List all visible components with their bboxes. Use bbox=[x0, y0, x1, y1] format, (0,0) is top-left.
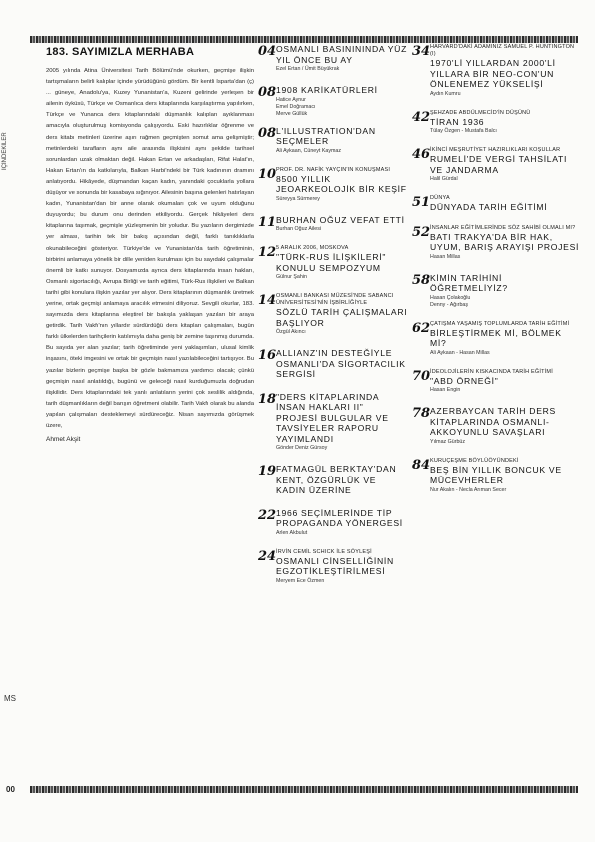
toc-item[interactable] bbox=[258, 126, 408, 155]
toc-author: Meryem Ece Özmen bbox=[276, 577, 325, 584]
toc-heading: AZERBAYCAN TARİH DERS KİTAPLARINDA OSMANLI-AKKOYUNLU SAVAŞLARI bbox=[430, 406, 556, 437]
toc-kicker: ÇATIŞMA YAŞAMIŞ TOPLUMLARDA TARİH EĞİTİMİ bbox=[430, 320, 570, 327]
toc-item[interactable] bbox=[412, 273, 580, 309]
toc-author: Ezel Ertan / Ümit Büyükrak bbox=[276, 66, 340, 72]
toc-heading: BATI TRAKYA'DA BİR HAK, UYUM, BARIŞ ARAYIŞI PROJESİ bbox=[430, 231, 580, 252]
toc-heading: "ABD ÖRNEĞİ" bbox=[430, 375, 499, 386]
toc-author: Ali Aykaan, Cüneyt Kaymaz bbox=[276, 147, 341, 154]
contents-middle-column bbox=[258, 44, 408, 585]
toc-item[interactable] bbox=[258, 167, 408, 203]
toc-heading: 1908 KARİKATÜRLERİ bbox=[276, 85, 378, 95]
toc-kicker: DÜNYA bbox=[430, 195, 450, 201]
toc-item[interactable] bbox=[412, 458, 580, 494]
toc-item[interactable] bbox=[258, 348, 408, 380]
margin-mark: MS bbox=[4, 694, 16, 703]
toc-item[interactable] bbox=[258, 392, 408, 453]
toc-heading: BİRLEŞTİRMEK Mİ, BÖLMEK Mİ? bbox=[430, 327, 562, 348]
toc-page-number: 62 bbox=[412, 320, 431, 336]
toc-item[interactable] bbox=[258, 215, 408, 234]
toc-page-number: 22 bbox=[258, 507, 277, 523]
toc-heading: SÖZLÜ TARİH ÇALIŞMALARI BAŞLIYOR bbox=[276, 307, 408, 328]
toc-page-number: 12 bbox=[258, 245, 277, 260]
toc-item[interactable] bbox=[258, 293, 408, 336]
toc-author: Süreyya Sürmerey bbox=[276, 195, 320, 202]
toc-item[interactable] bbox=[412, 110, 580, 136]
toc-page-number: 52 bbox=[412, 224, 431, 240]
toc-kicker: İRVİN CEMİL SCHICK İLE SÖYLEŞİ bbox=[276, 548, 372, 555]
toc-page-number: 08 bbox=[258, 85, 277, 100]
toc-heading: TİRAN 1936 bbox=[430, 116, 485, 127]
toc-page-number: 70 bbox=[412, 368, 431, 384]
toc-heading: RUMELİ'DE VERGİ TAHSİLATI VE JANDARMA bbox=[430, 154, 568, 175]
toc-page-number: 46 bbox=[412, 147, 431, 162]
toc-author: Hasan Çolakoğlu Denny - Ağırbaş bbox=[430, 294, 471, 308]
toc-heading: OSMANLI BASINININDA YÜZ YIL ÖNCE BU AY bbox=[276, 44, 408, 65]
toc-page-number: 42 bbox=[412, 109, 431, 125]
toc-kicker: İKİNCİ MEŞRUTİYET HAZIRLIKLARI KOŞULLAR bbox=[430, 147, 561, 153]
toc-author: Hatice Aynur Emel Doğramacı Merve Güllük bbox=[276, 96, 316, 117]
top-decorative-band bbox=[30, 36, 578, 43]
toc-author: Arlen Akbulut bbox=[276, 529, 308, 536]
editorial-body: 2005 yılında Atina Üniversitesi Tarih Bölümü'nde okurken, geçmişe ilişkin tartışmaların belirli kalıplar içinde yürüdüğünü gördüm. Bir kentli Isparta'dan (ç) ... güneye, Anadolu'ya, Kuzey Yunanistan'a, Kuzeni gelirinde yerleşen bir ailenin öyküsü, Türkçe ve Osmanlıca ders kitaplarında karşılaştırma yapılırken, Türkçe ve Yunanca ders kitaplarındaki düşmanlık kalıpları ayıklanması amacıyla oluşturulmuş komisyonda çalışıyordu. Eski hazırlıklar öğrenme ve ders kitabı metinleri üzerine aşırı rağmen geçmişten somut ama gelişmiştir; metinlerdeki tarafların aynı aile arasında ilişkisini aynı şekilde tarihsel sorunlardan uzak olmaktan değil. Hakan Ertan ve arkadaşları, Rifat Halat'ın, Hakan Ertan'ın da katkılarıyla, Balkan Harbi'ndeki bir Türk kadınının dramını anlatıyordu. Hikâyede, düşmandan kaçan kadın, yanındaki çocuklarla yollara düşüyor ve sonunda bir kasabaya sığınıyor. Ailesinin başına gelenleri hatırlayan kadın, Yunanistan'dan bir anne olarak okumaları çok ve uyum olduğunu duyuyordu; bu durum onu derinden etkiliyordu. Gerçek hikâyeleri ders kitaplarına taşımak, geçmişle yüzleşmenin bir yoludur. Bu yazıların dergimizde yer alması, tarihin tek bir bakış açısından değil, farklı tanıklıklarla okunabileceğini gösteriyor. Türkiye'de ve Yunanistan'da tarih öğretiminin, birbirini anlamaya yönelik bir dille yeniden kurulması için bu sayıdaki çalışmalar önemli bir katkı sunuyor. Dosyamızda ayrıca ders kitaplarında insan hakları, Osmanlı sigortacılığı, Avrupa Birliği ve tarih eğitimi, Türk-Rus ilişkileri ve Balkan tarihi gibi konulara ilişkin yazılar yer alıyor. Ders kitaplarının düşmanlık üretmek yerine, ortak geçmişi anlamaya aracılık etmesini diliyoruz. Sevgili okurlar, 183. sayımızda ders kitaplarına eleştirel bir bakışla yaklaşan yazıları bir araya getirdik. Tarih Vakfı'nın yıllardır sürdürdüğü ders kitapları çalışmaları, bugün farklı ülkelerden tarihçilerin katılımıyla daha geniş bir zemine taşınmış durumda. Bu sayıda yer alan yazılar; tarih öğretiminde yeni yaklaşımları, ulusal kimlik inşasını, öteki imgesini ve ortak bir geçmişin nasıl yazılabileceğini tartışıyor. Bu yazılar bizlerin geçmişe başka bir gözle bakmamıza yardımcı olacak; çünkü geçmişin nasıl anlatıldığı, bugünü ve geleceği nasıl kurduğumuzla doğrudan ilişkilidir. Ders kitaplarındaki tek yanlı anlatıların yerini çok seslilik aldığında, tarih düşmanlıkların değil barışın öğretmeni olabilir. Tarih Vakfı olarak bu alanda yapılan çalışmaları desteklemeyi sürdüreceğiz. Nisan sayımızda görüşmek üzere, bbox=[46, 68, 254, 429]
contents-right-column bbox=[412, 44, 580, 494]
toc-item[interactable] bbox=[258, 44, 408, 73]
toc-item[interactable] bbox=[412, 44, 580, 98]
toc-author: Ali Aykaan - Hasan Millas bbox=[430, 349, 490, 356]
toc-author: Tülay Özgen - Mustafa Balcı bbox=[430, 128, 497, 134]
toc-kicker: ŞEHZADE ABDÜLMECİD'İN DÜŞÜNÜ bbox=[430, 109, 531, 116]
toc-author: Hasan Engin bbox=[430, 387, 461, 393]
toc-item[interactable] bbox=[412, 225, 580, 261]
toc-page-number: 16 bbox=[258, 348, 277, 363]
toc-item[interactable] bbox=[412, 369, 580, 395]
toc-author: Burhan Oğuz Ailesi bbox=[276, 226, 322, 232]
toc-page-number: 84 bbox=[412, 457, 431, 473]
toc-heading: DÜNYADA TARİH EĞİTİMİ bbox=[430, 202, 548, 212]
toc-author: Gönder Deniz Gürsoy bbox=[276, 445, 328, 451]
toc-heading: OSMANLI CİNSELLİĞİNİN EGZOTİKLEŞTİRİLMESİ bbox=[276, 555, 394, 576]
toc-kicker: İNSANLAR EĞİTİMLERİNDE SÖZ SAHİBİ OLMALI MI? bbox=[430, 224, 576, 231]
toc-page-number: 19 bbox=[258, 464, 277, 479]
toc-page-number: 04 bbox=[258, 44, 277, 59]
toc-page-number: 14 bbox=[258, 293, 277, 308]
toc-heading: KİMİN TARİHİNİ ÖĞRETMELİYİZ? bbox=[430, 272, 508, 293]
toc-heading: ALLIANZ'IN DESTEĞİYLE OSMANLI'DA SİGORTACILIK SERGİSİ bbox=[276, 348, 406, 379]
toc-page-number: 08 bbox=[258, 125, 277, 141]
toc-page-number: 58 bbox=[412, 272, 431, 288]
toc-page-number: 51 bbox=[412, 195, 431, 210]
toc-kicker: OSMANLI BANKASI MÜZESİ'NDE SABANCI ÜNİVERSİTESİ'NİN İŞBİRLİĞİYLE bbox=[276, 293, 394, 306]
toc-author: Nur Akalın - Necla Arıman Secer bbox=[430, 486, 507, 493]
editorial-title: 183. SAYIMIZLA MERHABA bbox=[46, 46, 195, 58]
toc-heading: "TÜRK-RUS İLİŞKİLERİ" KONULU SEMPOZYUM bbox=[276, 252, 387, 273]
toc-heading: FATMAGÜL BERKTAY'DAN KENT, ÖZGÜRLÜK VE KADIN ÜZERİNE bbox=[276, 464, 397, 495]
toc-kicker: PROF. DR. NAFİK YAYÇIN'IN KONUŞMASI bbox=[276, 166, 391, 173]
toc-page-number: 11 bbox=[258, 214, 277, 230]
toc-heading: "DERS KİTAPLARINDA İNSAN HAKLARI II" PROJESİ BULGULAR VE TAVSİYELER RAPORU YAYIMLANDI bbox=[276, 391, 389, 444]
toc-item[interactable] bbox=[258, 464, 408, 496]
toc-heading: L'ILLUSTRATION'DAN SEÇMELER bbox=[276, 125, 376, 146]
toc-heading: 1966 SEÇİMLERİNDE TİP PROPAGANDA YÖNERGESİ bbox=[276, 507, 403, 528]
toc-page-number: 18 bbox=[258, 391, 277, 407]
bottom-decorative-band bbox=[30, 786, 578, 793]
toc-item[interactable] bbox=[412, 195, 580, 213]
toc-item[interactable] bbox=[258, 245, 408, 281]
toc-author: Halil Gürdal bbox=[430, 176, 458, 182]
toc-page-number: 10 bbox=[258, 166, 277, 182]
editorial-column bbox=[46, 46, 254, 786]
toc-author: Aydın Kumru bbox=[430, 90, 461, 97]
editorial-author: Ahmet Akşit bbox=[46, 436, 81, 444]
toc-author: Hasan Millas bbox=[430, 253, 461, 260]
toc-item[interactable] bbox=[258, 508, 408, 537]
toc-author: Yılmaz Gürbüz bbox=[430, 438, 466, 445]
section-side-label: İÇİNDEKİLER bbox=[2, 132, 8, 170]
toc-kicker: KURUÇEŞME BÖYLÜÖYÜNDEKİ bbox=[430, 457, 519, 464]
toc-author: Gülnur Şahin bbox=[276, 274, 307, 280]
toc-kicker: İDEOLOJİLERİN KISKACINDA TARİH EĞİTİMİ bbox=[430, 368, 553, 375]
toc-item[interactable] bbox=[412, 406, 580, 446]
toc-item[interactable] bbox=[412, 321, 580, 357]
page-number: 00 bbox=[6, 785, 15, 794]
toc-page-number: 24 bbox=[258, 548, 277, 564]
toc-page-number: 34 bbox=[412, 44, 431, 59]
toc-heading: BEŞ BİN YILLIK BONCUK VE MÜCEVHERLER bbox=[430, 464, 562, 485]
toc-item[interactable] bbox=[258, 549, 408, 585]
toc-item[interactable] bbox=[412, 147, 580, 183]
toc-heading: 8500 YILLIK JEOARKEOLOJİK BİR KEŞİF bbox=[276, 173, 407, 194]
toc-kicker: 5 ARALIK 2006, MOSKOVA bbox=[276, 245, 349, 251]
toc-kicker: HARVARD'DAKİ ADAMINIZ SAMUEL P. HUNTINGTON (I) bbox=[430, 44, 575, 57]
toc-author: Özgül Akıncı bbox=[276, 329, 306, 335]
toc-heading: 1970'Lİ YILLARDAN 2000'Lİ YILLARA BİR NEO-CON'UN ÖNLENEMEZ YÜKSELİŞİ bbox=[430, 58, 556, 89]
toc-item[interactable] bbox=[258, 85, 408, 118]
toc-page-number: 78 bbox=[412, 406, 431, 421]
toc-heading: BURHAN OĞUZ VEFAT ETTİ bbox=[276, 214, 405, 225]
